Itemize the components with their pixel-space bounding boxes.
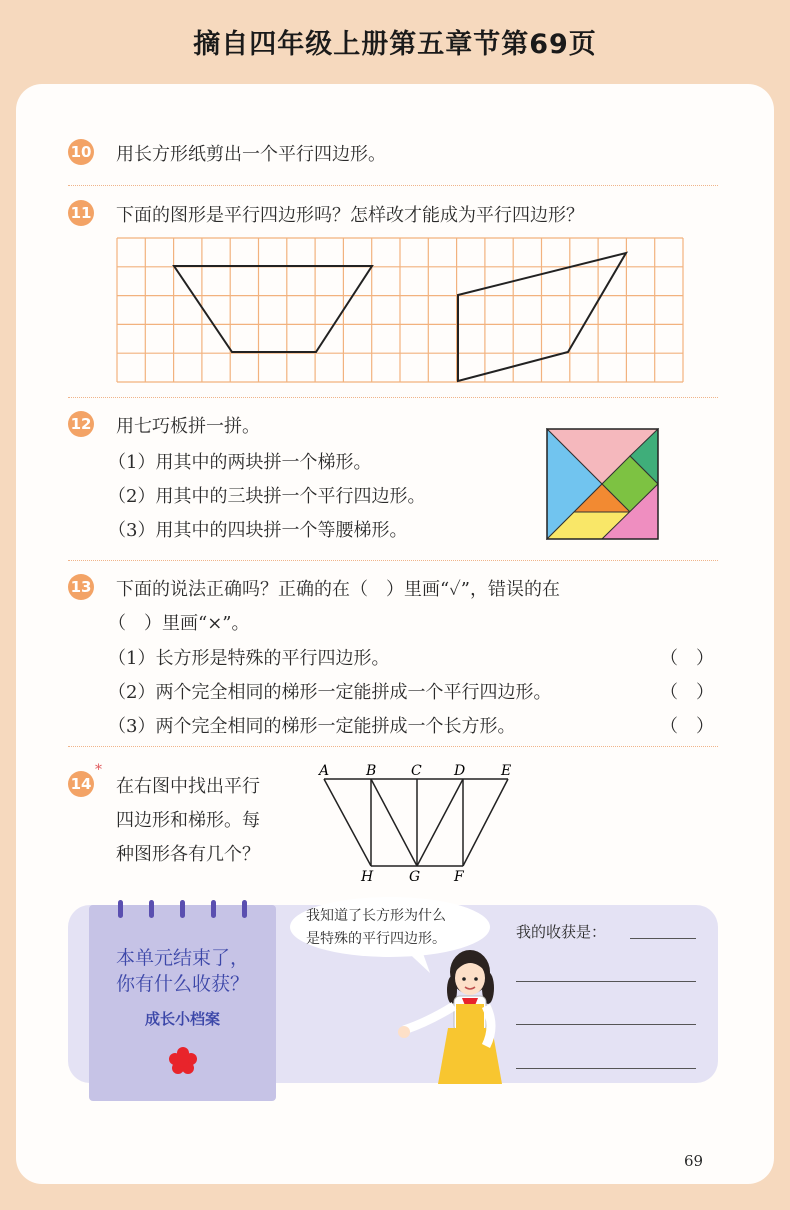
page-header-title: 摘自四年级上册第五章节第69页	[193, 29, 597, 60]
point-label-a: A	[319, 763, 330, 779]
question-14-line3: 种图形各有几个？	[116, 844, 260, 865]
answer-parentheses[interactable]: （ ）	[660, 648, 714, 669]
point-label-c: C	[411, 763, 422, 779]
answer-parentheses[interactable]: （ ）	[660, 716, 714, 737]
question-10-text: 用长方形纸剪出一个平行四边形。	[116, 144, 386, 165]
archive-subtitle: 成长小档案	[144, 1010, 220, 1028]
speech-bubble-text: 我知道了长方形为什么 是特殊的平行四边形。	[306, 908, 446, 947]
point-label-b: B	[366, 763, 377, 779]
answer-parentheses[interactable]: （ ）	[660, 682, 714, 703]
trapezoid-figure	[316, 760, 526, 885]
page-number: 69	[684, 1152, 704, 1170]
optional-star: *	[95, 762, 102, 778]
question-number-14: 14	[68, 771, 94, 797]
point-label-f: F	[454, 869, 464, 885]
answer-line[interactable]	[630, 938, 696, 939]
question-12-item-2: （2）用其中的三块拼一个平行四边形。	[108, 486, 426, 507]
question-13-item-1: （1）长方形是特殊的平行四边形。	[108, 648, 390, 669]
point-label-h: H	[361, 869, 374, 885]
question-11-text: 下面的图形是平行四边形吗？怎样改才能成为平行四边形？	[116, 205, 584, 226]
divider	[68, 185, 718, 186]
harvest-label: 我的收获是：	[516, 923, 607, 941]
archive-title: 本单元结束了， 你有什么收获？	[115, 947, 249, 995]
question-number-12: 12	[68, 411, 94, 437]
question-number-10: 10	[68, 139, 94, 165]
divider	[68, 560, 718, 561]
question-12-item-3: （3）用其中的四块拼一个等腰梯形。	[108, 520, 408, 541]
growth-archive-card	[89, 905, 276, 1101]
flower-icon	[167, 1045, 199, 1077]
question-number-11: 11	[68, 200, 94, 226]
question-13-text-line1: 下面的说法正确吗？正确的在（ ）里画“✓”，错误的在	[116, 579, 561, 600]
question-13-item-2: （2）两个完全相同的梯形一定能拼成一个平行四边形。	[108, 682, 552, 703]
binder-rings	[110, 898, 255, 920]
point-label-e: E	[501, 763, 512, 779]
question-number-13: 13	[68, 574, 94, 600]
answer-line[interactable]	[516, 1068, 696, 1069]
question-12-item-1: （1）用其中的两块拼一个梯形。	[108, 452, 372, 473]
answer-line[interactable]	[516, 1024, 696, 1025]
divider	[68, 746, 718, 747]
student-girl-illustration	[398, 948, 508, 1086]
tangram-square	[546, 428, 660, 540]
question-12-text: 用七巧板拼一拼。	[116, 416, 260, 437]
answer-line[interactable]	[516, 981, 696, 982]
point-label-d: D	[454, 763, 466, 779]
question-14-line1: 在右图中找出平行	[116, 776, 260, 797]
question-13-text-line2: （ ）里画“×”。	[108, 613, 250, 634]
grid-figures	[116, 237, 684, 383]
trapezoid-shape	[174, 266, 372, 352]
question-13-item-3: （3）两个完全相同的梯形一定能拼成一个长方形。	[108, 716, 516, 737]
question-14-line2: 四边形和梯形。每	[116, 810, 260, 831]
point-label-g: G	[409, 869, 421, 885]
divider	[68, 397, 718, 398]
